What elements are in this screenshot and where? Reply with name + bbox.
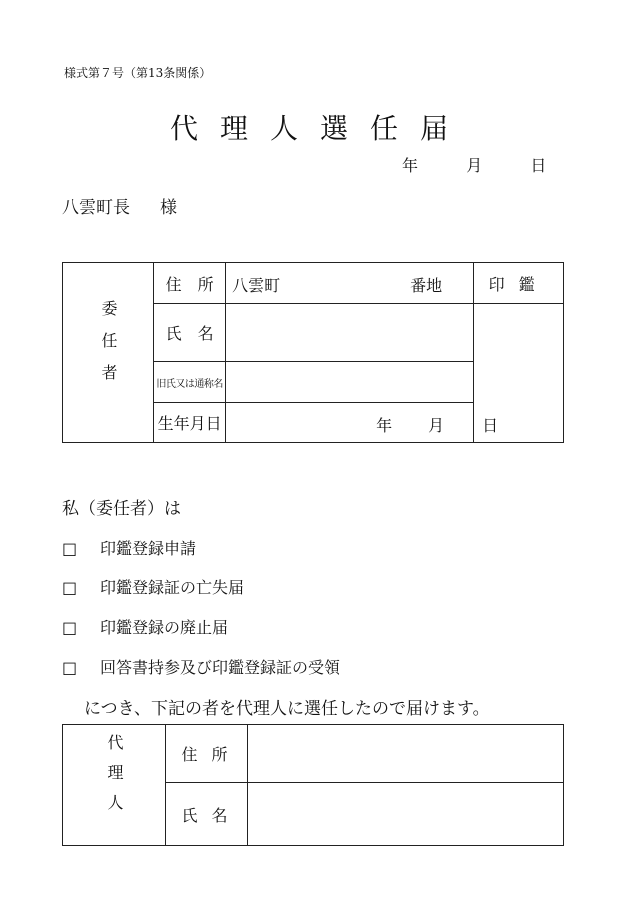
checkbox[interactable]: □ bbox=[62, 658, 78, 677]
name-field[interactable] bbox=[226, 304, 474, 362]
option-label: 回答書持参及び印鑑登録証の受領 bbox=[100, 658, 341, 677]
principal-side-text: 委任者 bbox=[99, 299, 118, 396]
intro-text: 私（委任者）は bbox=[62, 499, 181, 519]
agent-name-label-text: 氏名 bbox=[181, 805, 242, 825]
address-field[interactable] bbox=[226, 263, 474, 304]
addressee-honorific: 様 bbox=[160, 198, 177, 218]
option-receive-card[interactable] bbox=[62, 655, 340, 678]
birth-year-label: 年 bbox=[376, 416, 393, 435]
former-name-label bbox=[154, 362, 226, 403]
agent-address-label bbox=[166, 725, 248, 783]
birth-month-label: 月 bbox=[428, 416, 445, 435]
option-seal-registration[interactable] bbox=[62, 536, 196, 559]
option-abolish-registration[interactable] bbox=[62, 615, 228, 638]
checkbox[interactable]: □ bbox=[62, 578, 78, 597]
agent-name-label bbox=[166, 783, 248, 846]
principal-table bbox=[62, 262, 564, 443]
birthdate-label-text: 生年月日 bbox=[157, 414, 222, 433]
date-year-label: 年 bbox=[402, 156, 419, 175]
former-name-label-text: 旧氏又は通称名 bbox=[156, 378, 223, 390]
address-label-text: 住 所 bbox=[165, 274, 214, 294]
address-town: 八雲町 bbox=[232, 276, 281, 295]
name-label-text: 氏 名 bbox=[165, 324, 214, 343]
option-label: 印鑑登録証の亡失届 bbox=[100, 578, 245, 597]
option-label: 印鑑登録の廃止届 bbox=[100, 618, 229, 637]
agent-table bbox=[62, 724, 564, 846]
form-number: 様式第７号（第13条関係） bbox=[64, 66, 212, 80]
date-day-label: 日 bbox=[530, 156, 547, 175]
address-suffix: 番地 bbox=[410, 276, 443, 295]
seal-header-text: 印鑑 bbox=[488, 274, 549, 294]
principal-side-label bbox=[63, 263, 154, 443]
seal-header bbox=[474, 263, 564, 304]
option-lost-card[interactable] bbox=[62, 575, 244, 598]
agent-address-label-text: 住所 bbox=[181, 745, 242, 764]
name-label bbox=[154, 304, 226, 362]
addressee-name: 八雲町長 bbox=[62, 198, 130, 218]
agent-side-label bbox=[63, 725, 166, 846]
agent-name-field[interactable] bbox=[248, 783, 564, 846]
former-name-field[interactable] bbox=[226, 362, 474, 403]
birthdate-label bbox=[154, 403, 226, 443]
closing-text: につき、下記の者を代理人に選任したので届けます。 bbox=[84, 699, 490, 719]
submission-date bbox=[402, 153, 546, 176]
option-label: 印鑑登録申請 bbox=[100, 539, 197, 558]
document-title: 代理人選任届 bbox=[170, 112, 471, 145]
date-month-label: 月 bbox=[466, 156, 483, 175]
agent-address-field[interactable] bbox=[248, 725, 564, 783]
address-label bbox=[154, 263, 226, 304]
birthdate-field[interactable] bbox=[226, 403, 499, 443]
birth-day-label: 日 bbox=[482, 416, 499, 435]
checkbox[interactable]: □ bbox=[62, 618, 78, 637]
checkbox[interactable]: □ bbox=[62, 539, 78, 558]
agent-side-text: 代理人 bbox=[105, 734, 124, 824]
addressee bbox=[62, 193, 177, 218]
